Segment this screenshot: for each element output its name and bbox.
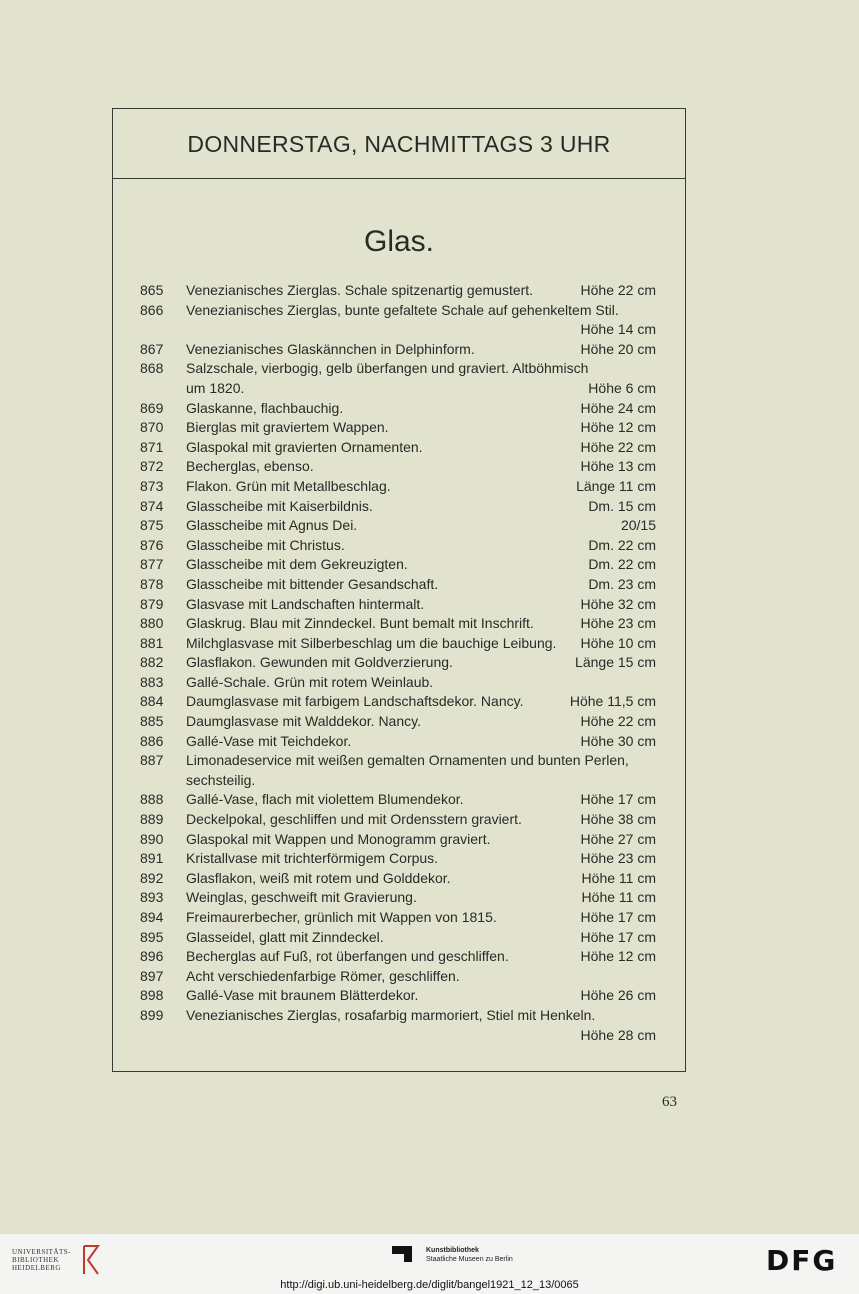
entry-number: 880 [140, 615, 164, 632]
entry-description: Glaskrug. Blau mit Zinndeckel. Bunt bemalt mit Inschrift. [186, 615, 534, 632]
catalog-entry [112, 810, 672, 830]
header-box [113, 109, 685, 179]
entry-description: Glasflakon, weiß mit rotem und Golddekor. [186, 869, 451, 886]
entry-number: 867 [140, 340, 164, 357]
catalog-entry-continuation [112, 320, 672, 340]
entry-number: 886 [140, 732, 164, 749]
entry-description: Glasflakon. Gewunden mit Goldverzierung. [186, 654, 453, 671]
catalog-entry [112, 281, 672, 301]
entry-description: Kristallvase mit trichterförmigem Corpus. [186, 850, 439, 867]
entry-description: Becherglas, ebenso. [186, 458, 314, 475]
entry-number: 889 [140, 811, 164, 828]
catalog-entry [112, 497, 672, 517]
catalog-entry [112, 575, 672, 595]
kb-subtitle: Staatliche Museen zu Berlin [426, 1256, 513, 1263]
section-title: Glas. [363, 225, 435, 258]
catalog-entry [112, 986, 672, 1006]
entry-measure: Höhe 17 cm [580, 909, 656, 925]
entry-description: Venezianisches Zierglas, bunte gefaltete Schale auf gehenkeltem Stil. [186, 301, 619, 318]
catalog-entry [112, 692, 672, 712]
entry-description: Gallé-Vase mit braunem Blätterdekor. [186, 987, 419, 1004]
entry-number: 895 [140, 928, 164, 945]
entry-description: Gallé-Vase, flach mit violettem Blumendekor. [186, 791, 464, 808]
header-title: DONNERSTAG, NACHMITTAGS 3 UHR [187, 131, 611, 157]
entry-measure: Höhe 22 cm [580, 282, 656, 298]
entry-description: Gallé-Schale. Grün mit rotem Weinlaub. [186, 673, 434, 690]
entry-description: Acht verschiedenfarbige Römer, geschliffen. [186, 967, 460, 984]
entry-number: 869 [140, 399, 164, 416]
entry-number: 882 [140, 654, 164, 671]
catalog-entry [112, 634, 672, 654]
entry-description: Venezianisches Zierglas, rosafarbig marmoriert, Stiel mit Henkeln. [186, 1006, 596, 1023]
entry-measure: Höhe 10 cm [580, 634, 656, 651]
entry-number: 897 [140, 967, 164, 984]
catalog-entry-continuation [112, 771, 672, 791]
entry-measure: 20/15 [620, 517, 656, 534]
entry-description: Glaskanne, flachbauchig. [186, 399, 344, 416]
entry-measure: Höhe 17 cm [580, 791, 656, 808]
catalog-entry [112, 751, 672, 771]
entry-number: 890 [140, 830, 164, 847]
entry-measure: Höhe 32 cm [580, 595, 656, 612]
entry-measure: Höhe 6 cm [588, 379, 656, 396]
entry-number: 866 [140, 301, 164, 318]
entry-number: 893 [140, 889, 164, 906]
catalog-entry [112, 790, 672, 810]
catalog-entry [112, 614, 672, 634]
entry-description: Glasvase mit Landschaften hintermalt. [186, 595, 425, 612]
entry-description: Glaspokal mit Wappen und Monogramm graviert. [186, 830, 491, 847]
catalog-entry [112, 869, 672, 889]
catalog-entry [112, 516, 672, 536]
entry-description: Glasseidel, glatt mit Zinndeckel. [186, 928, 384, 945]
entry-description: Glasscheibe mit Agnus Dei. [186, 517, 358, 534]
entry-description: Weinglas, geschweift mit Gravierung. [186, 889, 417, 906]
entry-measure: Höhe 12 cm [580, 419, 656, 436]
catalog-entry [112, 340, 672, 360]
entry-description: Salzschale, vierbogig, gelb überfangen und graviert. Altböhmisch [186, 360, 589, 377]
entry-description: Glasscheibe mit dem Gekreuzigten. [186, 556, 408, 573]
entry-measure: Länge 15 cm [575, 654, 656, 671]
catalog-entry [112, 673, 672, 693]
entry-number: 899 [140, 1006, 164, 1023]
entry-number: 892 [140, 869, 164, 886]
catalog-entry [112, 555, 672, 575]
uni-line-1: UNIVERSITÄTS- [12, 1248, 71, 1256]
entry-number: 868 [140, 360, 164, 377]
entry-number: 878 [140, 575, 164, 592]
entry-description: Glasscheibe mit Kaiserbildnis. [186, 497, 373, 514]
university-mark-icon [80, 1242, 102, 1278]
catalog-entry-continuation [112, 1026, 672, 1046]
kunstbibliothek-icon [392, 1244, 418, 1266]
entry-description: Milchglasvase mit Silberbeschlag um die bauchige Leibung. [186, 634, 557, 651]
entry-description: Glaspokal mit gravierten Ornamenten. [186, 438, 423, 455]
entry-description: Venezianisches Glaskännchen in Delphinform. [186, 340, 475, 357]
entry-number: 896 [140, 948, 164, 965]
catalog-entry [112, 399, 672, 419]
entry-description: Becherglas auf Fuß, rot überfangen und geschliffen. [186, 948, 509, 965]
entry-description: Limonadeservice mit weißen gemalten Ornamenten und bunten Perlen, [186, 752, 629, 769]
entry-description: Daumglasvase mit Walddekor. Nancy. [186, 713, 421, 730]
page-number: 63 [662, 1094, 677, 1110]
entry-measure: Höhe 12 cm [580, 948, 656, 965]
catalog-entry [112, 928, 672, 948]
entry-measure: Höhe 28 cm [580, 1026, 656, 1043]
entry-description: Venezianisches Zierglas. Schale spitzenartig gemustert. [186, 282, 534, 298]
entry-number: 876 [140, 536, 164, 553]
catalog-entry [112, 732, 672, 752]
entry-description-continued: sechsteilig. [186, 771, 256, 788]
kb-name: Kunstbibliothek [426, 1247, 479, 1254]
kunstbibliothek-logo[interactable] [426, 1246, 513, 1264]
entry-measure: Höhe 11 cm [581, 889, 656, 906]
entry-number: 885 [140, 713, 164, 730]
catalog-entry [112, 908, 672, 928]
entry-measure: Höhe 24 cm [580, 399, 656, 416]
entry-description: Deckelpokal, geschliffen und mit Ordensstern graviert. [186, 811, 522, 828]
catalog-entry [112, 359, 672, 379]
entry-description: Glasscheibe mit Christus. [186, 536, 345, 553]
entry-measure: Höhe 27 cm [580, 830, 656, 847]
entry-description: Glasscheibe mit bittender Gesandschaft. [186, 575, 439, 592]
source-url[interactable]: http://digi.ub.uni-heidelberg.de/diglit/bangel1921_12_13/0065 [280, 1279, 579, 1291]
catalog-entry [112, 477, 672, 497]
entry-measure: Dm. 15 cm [588, 497, 656, 514]
entry-number: 872 [140, 458, 164, 475]
entry-measure: Höhe 22 cm [580, 713, 656, 730]
entry-measure: Höhe 14 cm [580, 321, 656, 338]
catalog-entry [112, 1006, 672, 1026]
entry-description: Gallé-Vase mit Teichdekor. [186, 732, 352, 749]
dfg-logo[interactable]: DFG [766, 1244, 838, 1277]
catalog-entry [112, 830, 672, 850]
catalog-entry [112, 438, 672, 458]
catalog-entry [112, 457, 672, 477]
entry-number: 898 [140, 987, 164, 1004]
entry-number: 871 [140, 438, 164, 455]
catalog-entry [112, 967, 672, 987]
entry-number: 865 [140, 282, 164, 298]
catalog-entry [112, 595, 672, 615]
catalog-entry [112, 301, 672, 321]
uni-line-3: HEIDELBERG [12, 1264, 61, 1272]
entry-number: 870 [140, 419, 164, 436]
entry-number: 884 [140, 693, 164, 710]
entry-description: Daumglasvase mit farbigem Landschaftsdekor. Nancy. [186, 693, 524, 710]
entry-measure: Dm. 23 cm [588, 575, 656, 592]
entry-list [112, 281, 672, 1045]
catalog-entry [112, 947, 672, 967]
entry-measure: Höhe 23 cm [580, 850, 656, 867]
entry-measure: Höhe 26 cm [580, 987, 656, 1004]
entry-number: 875 [140, 517, 164, 534]
entry-measure: Höhe 30 cm [580, 732, 656, 749]
catalog-entry-continuation [112, 379, 672, 399]
entry-number: 873 [140, 477, 164, 494]
entry-measure: Höhe 38 cm [580, 811, 656, 828]
entry-number: 883 [140, 673, 164, 690]
university-library-logo[interactable] [12, 1248, 71, 1272]
entry-number: 891 [140, 850, 164, 867]
entry-number: 877 [140, 556, 164, 573]
catalog-entry [112, 653, 672, 673]
footer-bar [0, 1234, 859, 1294]
catalog-entry [112, 888, 672, 908]
entry-measure: Höhe 11 cm [581, 869, 656, 886]
entry-description: Bierglas mit graviertem Wappen. [186, 419, 389, 436]
entry-measure: Höhe 11,5 cm [569, 693, 656, 710]
entry-measure: Höhe 22 cm [580, 438, 656, 455]
entry-number: 881 [140, 634, 164, 651]
entry-description: Flakon. Grün mit Metallbeschlag. [186, 477, 391, 494]
entry-number: 888 [140, 791, 164, 808]
entry-measure: Höhe 17 cm [580, 928, 656, 945]
uni-line-2: BIBLIOTHEK [12, 1256, 59, 1264]
catalog-entry [112, 418, 672, 438]
entry-number: 874 [140, 497, 164, 514]
entry-description: Freimaurerbecher, grünlich mit Wappen von 1815. [186, 909, 497, 925]
entry-measure: Höhe 23 cm [580, 615, 656, 632]
catalog-entry [112, 712, 672, 732]
entry-measure: Dm. 22 cm [588, 536, 656, 553]
entry-measure: Länge 11 cm [576, 477, 656, 494]
entry-measure: Dm. 22 cm [588, 556, 656, 573]
catalog-entry [112, 536, 672, 556]
entry-description-continued: um 1820. [186, 379, 245, 396]
entry-measure: Höhe 13 cm [580, 458, 656, 475]
catalog-entry [112, 849, 672, 869]
entry-measure: Höhe 20 cm [580, 340, 656, 357]
entry-number: 887 [140, 752, 164, 769]
entry-number: 879 [140, 595, 164, 612]
entry-number: 894 [140, 909, 164, 925]
